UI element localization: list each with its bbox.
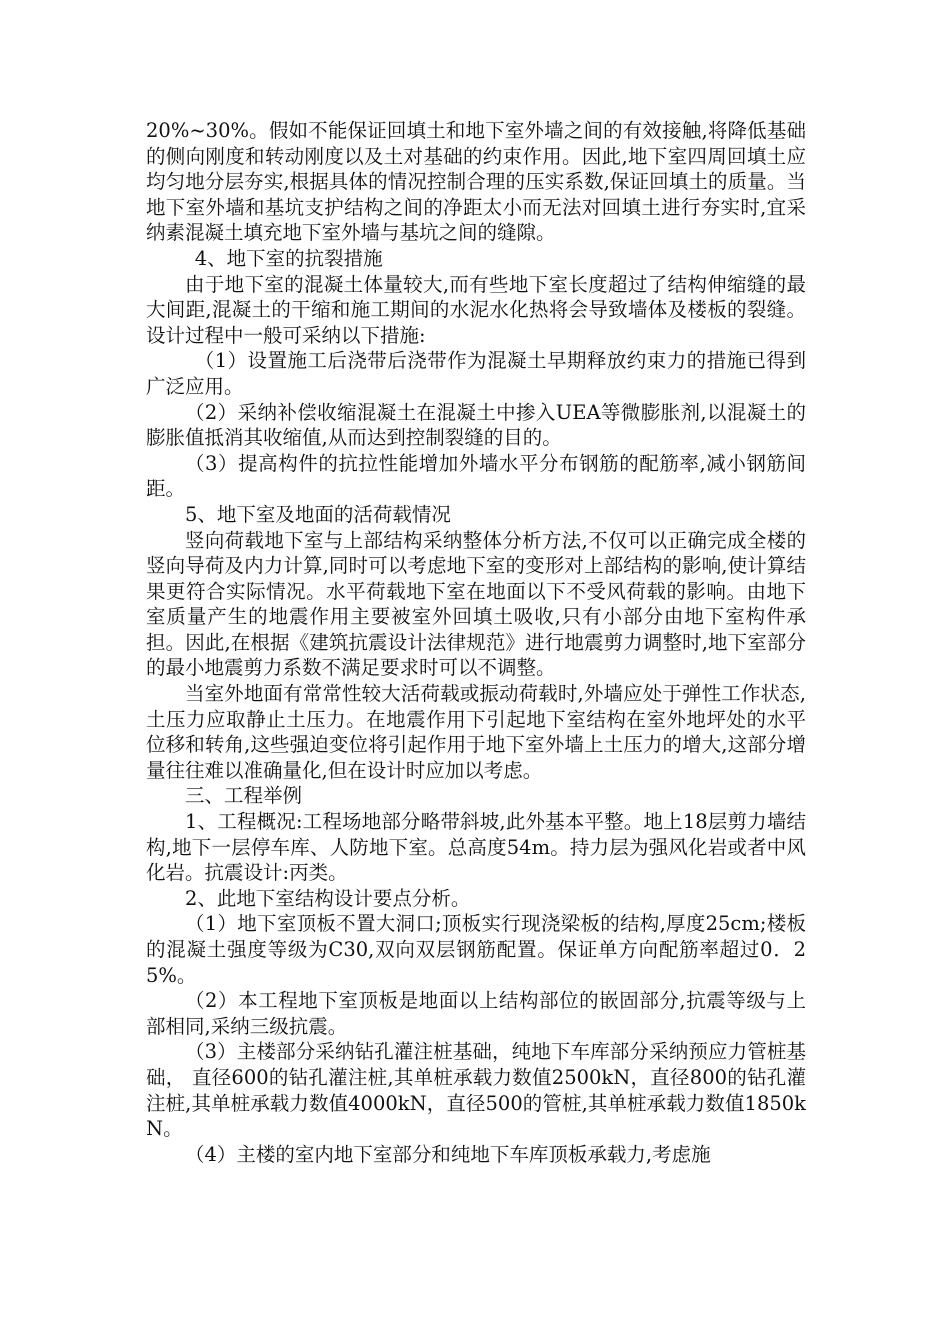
document-page <box>146 118 806 1167</box>
paragraph-backfill: 20%~30%。假如不能保证回填土和地下室外墙之间的有效接触,将降低基础的侧向刚度和转动刚度以及土对基础的约束作用。因此,地下室四周回填土应均匀地分层夯实,根据具体的情况控制合理的压实系数,保证回填土的质量。当地下室外墙和基坑支护结构之间的净距太小而无法对回填土进行夯实时,宜采纳素混凝土填充地下室外墙与基坑之间的缝隙。 <box>146 119 806 245</box>
list-item-seismic-grade: （2）本工程地下室顶板是地面以上结构部位的嵌固部分,抗震等级与上部相同,采纳三级抗震。 <box>146 989 806 1038</box>
paragraph-crack-intro: 由于地下室的混凝土体量较大,而有些地下室长度超过了结构伸缩缝的最大间距,混凝土的干缩和施工期间的水泥水化热将会导致墙体及楼板的裂缝。设计过程中一般可采纳以下措施: <box>146 272 806 347</box>
list-item-post-pour-strip: （1）设置施工后浇带后浇带作为混凝土早期释放约束力的措施已得到广泛应用。 <box>146 349 806 398</box>
heading-crack-measures: 4、地下室的抗裂措施 <box>194 246 383 270</box>
list-item-bearing-capacity: （4）主楼的室内地下室部分和纯地下车库顶板承载力,考虑施 <box>185 1142 711 1166</box>
list-item-tensile-performance: （3）提高构件的抗拉性能增加外墙水平分布钢筋的配筋率,减小钢筋间距。 <box>146 451 806 501</box>
list-item-roof-slab: （1）地下室顶板不置大洞口;顶板实行现浇梁板的结构,厚度25cm;楼板的混凝土强度等级为C30,双向双层钢筋配置。保证单方向配筋率超过0．25%。 <box>146 912 806 987</box>
list-item-pile-foundation: （3）主楼部分采纳钻孔灌注桩基础，纯地下车库部分采纳预应力管桩基础， 直径600的钻孔灌注桩,其单桩承载力数值2500kN，直径800的钻孔灌注桩,其单桩承载力数值4000kN，直径500的管桩,其单桩承载力数值1850kN。 <box>146 1040 806 1141</box>
paragraph-project-overview: 1、工程概况:工程场地部分略带斜坡,此外基本平整。地上18层剪力墙结构,地下一层停车库、人防地下室。总高度54m。持力层为强风化岩或者中风化岩。抗震设计:丙类。 <box>146 810 806 885</box>
heading-design-points: 2、此地下室结构设计要点分析。 <box>185 886 471 910</box>
paragraph-vertical-load: 竖向荷载地下室与上部结构采纳整体分析方法,不仅可以正确完成全楼的竖向导荷及内力计算,同时可以考虑地下室的变形对上部结构的影响,使计算结果更符合实际情况。水平荷载地下室在地面以下不受风荷载的影响。由地下室质量产生的地震作用主要被室外回填土吸收,只有小部分由地下室构件承担。因此,在根据《建筑抗震设计法律规范》进行地震剪力调整时,地下室部分的最小地震剪力系数不满足要求时可以不调整。 <box>146 528 806 680</box>
heading-engineering-example: 三、工程举例 <box>185 784 303 808</box>
paragraph-outdoor-load: 当室外地面有常常性较大活荷载或振动荷载时,外墙应处于弹性工作状态,土压力应取静止土压力。在地震作用下引起地下室结构在室外地坪处的水平位移和转角,这些强迫变位将引起作用于地下室外墙上土压力的增大,这部分增量往往难以准确量化,但在设计时应加以考虑。 <box>146 682 806 782</box>
list-item-shrinkage-compensating: （2）采纳补偿收缩混凝土在混凝土中掺入UEA等微膨胀剂,以混凝土的膨胀值抵消其收缩值,从而达到控制裂缝的目的。 <box>146 400 806 450</box>
heading-live-load: 5、地下室及地面的活荷载情况 <box>185 502 451 526</box>
